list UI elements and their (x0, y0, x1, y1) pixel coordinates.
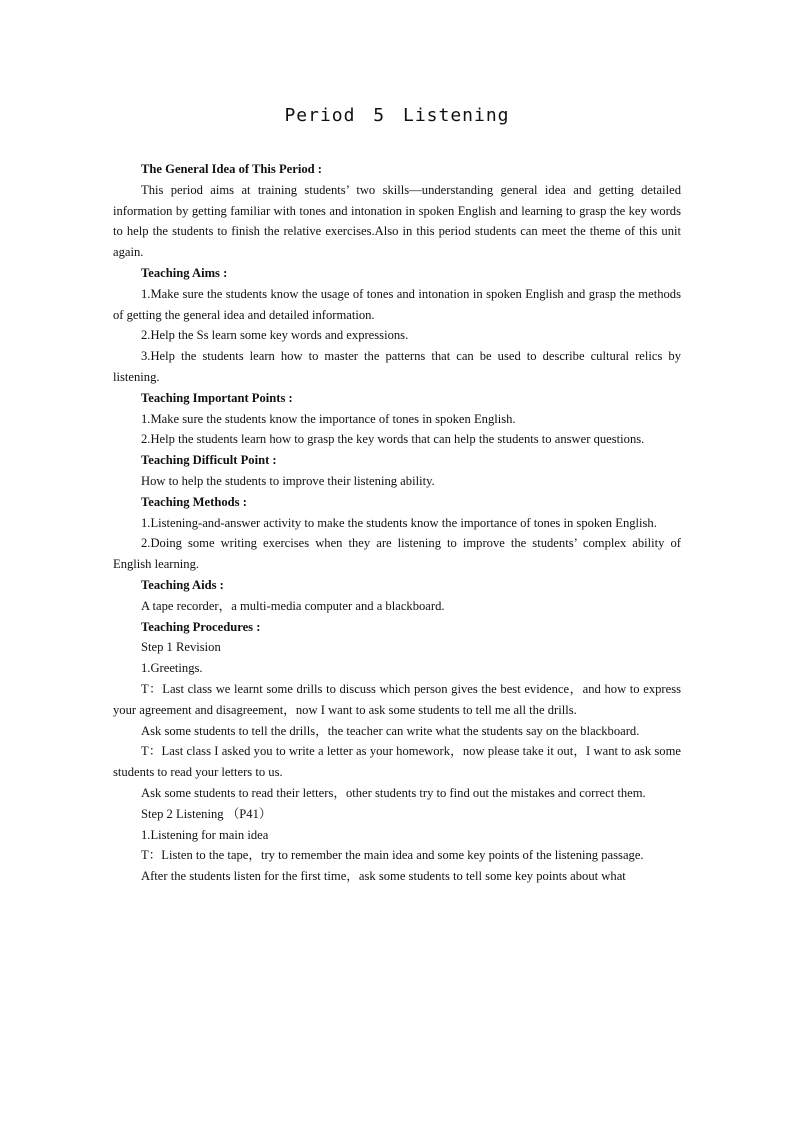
body-paragraph: A tape recorder，a multi-media computer and a blackboard. (141, 598, 445, 613)
page-title: Period 5 Listening (284, 105, 510, 126)
body-paragraph: 1.Greetings. (141, 661, 203, 676)
body-paragraph: After the students listen for the first time，ask some students to tell some key points about what (141, 869, 626, 884)
section-heading: Teaching Aids : (141, 577, 224, 592)
body-paragraph: Ask some students to read their letters，other students try to find out the mistakes and correct them. (141, 785, 646, 800)
body-paragraph: 3.Help the students learn how to master the patterns that can be used to describe cultural relics by listening. (113, 349, 681, 384)
body-paragraph: T：Listen to the tape，try to remember the main idea and some key points of the listening passage. (141, 848, 644, 863)
body-paragraph: This period aims at training students’ two skills—understanding general idea and getting detailed information by getting familiar with tones and intonation in spoken English and learning to grasp the key words to help the students to finish the relative exercises.Also in this period students can meet the theme of this unit again. (113, 182, 681, 260)
body-paragraph: 1.Listening for main idea (141, 827, 269, 842)
section-heading: The General Idea of This Period : (141, 162, 322, 176)
body-paragraph: 1.Listening-and-answer activity to make the students know the importance of tones in spoken English. (141, 515, 657, 530)
section-heading: Teaching Procedures : (141, 619, 261, 634)
body-paragraph: 1.Make sure the students know the usage of tones and intonation in spoken English and grasp the methods of getting the general idea and detailed information. (113, 286, 681, 322)
body-paragraph: 2.Help the students learn how to grasp the key words that can help the students to answer questions. (141, 432, 645, 447)
body-paragraph: 2.Help the Ss learn some key words and expressions. (141, 328, 409, 343)
body-paragraph: Step 2 Listening （P41） (141, 806, 272, 821)
body-paragraph: Step 1 Revision (141, 640, 221, 655)
section-heading: Teaching Aims : (141, 265, 228, 280)
section-heading: Teaching Important Points : (141, 390, 293, 405)
body-paragraph: T：Last class I asked you to write a letter as your homework，now please take it out，I want to ask some students to read your letters to us. (113, 744, 681, 780)
body-paragraph: How to help the students to improve their listening ability. (141, 473, 435, 488)
section-heading: Teaching Difficult Point : (141, 453, 277, 468)
document-body (113, 159, 681, 887)
body-paragraph: 1.Make sure the students know the importance of tones in spoken English. (141, 411, 516, 426)
body-paragraph: T：Last class we learnt some drills to discuss which person gives the best evidence，and how to express your agreement and disagreement，now I want to ask some students to tell me all the drills. (113, 681, 681, 717)
body-paragraph: 2.Doing some writing exercises when they are listening to improve the students’ complex ability of English learning. (113, 536, 681, 572)
section-heading: Teaching Methods : (141, 494, 247, 509)
body-paragraph: Ask some students to tell the drills，the teacher can write what the students say on the blackboard. (141, 723, 640, 738)
